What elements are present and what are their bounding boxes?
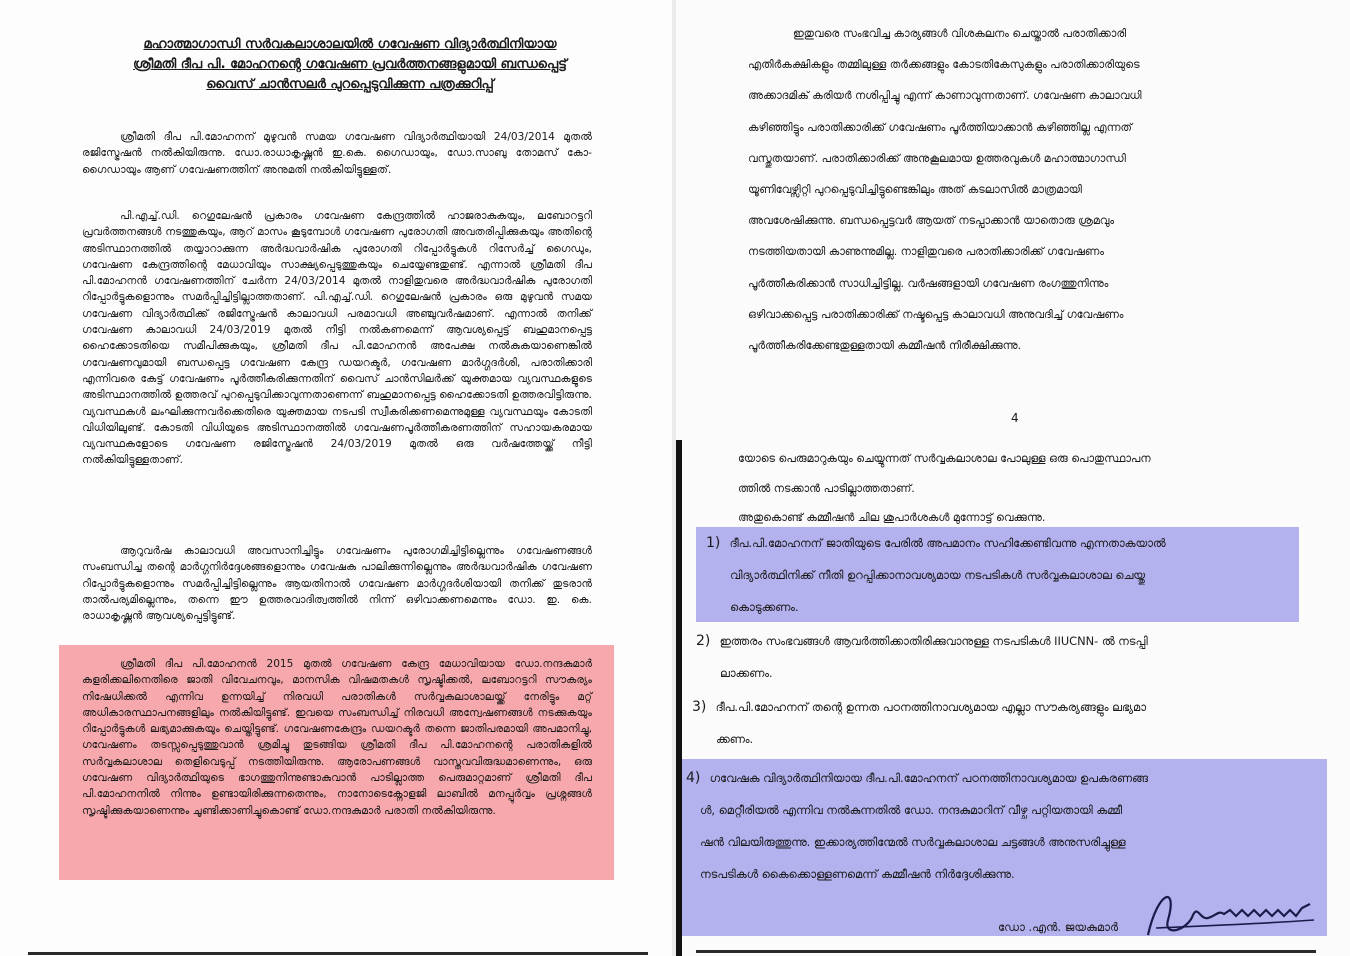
page-number: 4 [1011,411,1019,425]
press-release-title [70,35,630,95]
observation-line: എതിർകക്ഷികളും തമ്മിലുള്ള തർക്കങ്ങളും കോടതികേസുകളും പരാതിക്കാരിയുടെ [748,58,1140,72]
title-line-1: മഹാത്മാഗാന്ധി സർവകലാശാലയിൽ ഗവേഷണ വിദ്യാർത്ഥിനിയായ [143,37,557,52]
observation-line: പൂർത്തീകരിക്കാൻ സാധിച്ചിട്ടില്ല. വർഷങ്ങളായി ഗവേഷണ രംഗത്തുനിന്നും [748,276,1109,290]
handwritten-signature [1138,880,1318,944]
recommendation-text: ഇത്തരം സംഭവങ്ങൾ ആവർത്തിക്കാതിരിക്കുവാനുള്ള നടപടികൾ IIUCNN- ൽ നടപ്പി [719,634,1148,648]
recommendation-text: ഷൻ വിലയിരുത്തുന്നു. ഇക്കാര്യത്തിന്മേൽ സർവ്വകലാശാല ചട്ടങ്ങൾ അനുസരിച്ചുള്ള [700,835,1126,849]
page-bottom-rule [696,950,1316,953]
observation-line: അക്കാദമിക് കരിയർ നശിപ്പിച്ചു എന്ന് കാണാവുന്നതാണ്. ഗവേഷണ കാലാവധി [748,89,1142,103]
recommendation-number: 2) [696,633,711,649]
right-document-page [676,0,1350,956]
observation-line: യൂണിവേഴ്സിറ്റി പുറപ്പെടുവിച്ചിട്ടുണ്ടെങ്കിലും അത് കടലാസിൽ മാത്രമായി [748,183,1082,197]
paragraph-registration: ശ്രീമതി ദീപ പി.മോഹനന് മുഴുവൻ സമയ ഗവേഷണ വിദ്യാർത്ഥിയായി 24/03/2014 മുതൽ രജിസ്ട്രേഷൻ നൽകിയിരുന്നു. ഡോ.രാധാകൃഷ്ണൻ ഇ.കെ. ഗൈഡായും, ഡോ.സാബു തോമസ് കോ-ഗൈഡായും ആണ് ഗവേഷണത്തിന് അനുമതി നൽകിയിട്ടുള്ളത്. [82,131,592,176]
recommendation-2 [696,625,1306,689]
page-edge-bar [676,440,682,956]
recommendation-number: 1) [706,535,721,551]
observation-line: നടത്തിയതായി കാണുന്നുമില്ല. നാളിതുവരെ പരാതിക്കാരിക്ക് ഗവേഷണം [748,245,1104,259]
recommendation-4 [686,762,1306,890]
continuation-line: യോടെ പെരുമാറുകയും ചെയ്യുന്നത് സർവ്വകലാശാല പോലുള്ള ഒരു പൊതുസ്ഥാപന [738,452,1151,465]
observation-line: ഇതുവരെ സംഭവിച്ച കാര്യങ്ങൾ വിശകലനം ചെയ്താൽ പരാതിക്കാരി [793,27,1127,40]
recommendations-intro: അതുകൊണ്ട് കമ്മീഷൻ ചില ശുപാർശകൾ മുന്നോട്ട് വെക്കുന്നു. [738,511,1046,524]
continuation-text [738,444,1298,504]
observation-line: അവശേഷിക്കുന്നു. ബന്ധപ്പെട്ടവർ ആയത് നടപ്പാക്കാൻ യാതൊരു ശ്രമവും [748,214,1115,228]
recommendation-text: നടപടികൾ കൈക്കൊള്ളണമെന്ന് കമ്മീഷൻ നിർദ്ദേശിക്കുന്നു. [700,867,1015,881]
left-document-page [0,0,672,956]
observation-line: കഴിഞ്ഞിട്ടും പരാതിക്കാരിക്ക് ഗവേഷണം പൂർത്തിയാക്കാൻ കഴിഞ്ഞില്ല എന്നത് [748,120,1132,134]
recommendation-number: 3) [692,699,707,715]
recommendation-text: വിദ്യാർത്ഥിനിക്ക് നീതി ഉറപ്പിക്കാനാവശ്യമായ നടപടികൾ സർവ്വകലാശാല ചെയ്തു [730,568,1145,582]
recommendation-text: കൊടുക്കണം. [730,600,799,614]
recommendation-1 [706,527,1306,623]
recommendation-text: ഗവേഷക വിദ്യാർത്ഥിനിയായ ദീപ.പി.മോഹനന് പഠനത്തിനാവശ്യമായ ഉപകരണങ്ങ [709,771,1148,785]
title-line-3: വൈസ് ചാൻസലർ പുറപ്പെടുവിക്കുന്ന പത്രക്കുറിപ്പ് [206,77,494,92]
commission-observation [748,18,1308,361]
recommendation-text: ദീപ.പി.മോഹനന് ജാതിയുടെ പേരിൽ അപമാനം സഹിക്കേണ്ടിവന്നു എന്നതാകയാൽ [729,536,1166,550]
recommendation-3 [692,691,1306,755]
title-line-2: ശ്രീമതി ദീപ പി. മോഹനന്റെ ഗവേഷണ പ്രവർത്തനങ്ങളുമായി ബന്ധപ്പെട്ട് [133,57,567,72]
recommendation-number: 4) [686,770,701,786]
page-bottom-rule [28,952,648,955]
paragraph-regulation: പി.എച്ച്.ഡി. റെഗുലേഷൻ പ്രകാരം ഗവേഷണ കേന്ദ്രത്തിൽ ഹാജരാകുകയും, ലബോറട്ടറി പ്രവർത്തനങ്ങൾ നടത്തുകയും, ആറ് മാസം കൂടുമ്പോൾ ഗവേഷണ പുരോഗതി അവതരിപ്പിക്കുകയും അതിന്റെ അടിസ്ഥാനത്തിൽ തയ്യാറാക്കുന്ന അർദ്ധവാർഷിക പുരോഗതി റിപ്പോർട്ടുകൾ റിസേർച്ച് ഗൈഡും, ഗവേഷണ കേന്ദ്രത്തിന്റെ മേധാവിയും സാക്ഷ്യപ്പെടുത്തുകയും ചെയ്യേണ്ടതുണ്ട്. എന്നാൽ ശ്രീമതി ദീപ പി.മോഹനൻ ഗവേഷണത്തിന് ചേർന്ന 24/03/2014 മുതൽ നാളിതുവരെ അർദ്ധവാർഷിക പുരോഗതി റിപ്പോർട്ടുകളൊന്നും സമർപ്പിച്ചിട്ടില്ലാത്തതാണ്. പി.എച്ച്.ഡി. റെഗുലേഷൻ പ്രകാരം ഒരു മുഴുവൻ സമയ ഗവേഷണ വിദ്യാർത്ഥിക്ക് രജിസ്ട്രേഷൻ കാലാവധി പരമാവധി അഞ്ചുവർഷമാണ്. എന്നാൽ തനിക്ക് ഗവേഷണ കാലാവധി 24/03/2019 മുതൽ നീട്ടി നൽകണമെന്ന് ആവശ്യപ്പെട്ട് ബഹുമാനപ്പെട്ട ഹൈക്കോടതിയെ സമീപിക്കുകയും, ശ്രീമതി ദീപ പി.മോഹനൻ അപേക്ഷ നൽകുകയാണെങ്കിൽ ഗവേഷണവുമായി ബന്ധപ്പെട്ട ഗവേഷണ കേന്ദ്ര ഡയറക്ടർ, ഗവേഷണ മാർഗ്ഗദർശി, പരാതിക്കാരി എന്നിവരെ കേട്ട് ഗവേഷണം പൂർത്തീകരിക്കുന്നതിന് വൈസ് ചാൻസിലർക്ക് യുക്തമായ വ്യവസ്ഥകളുടെ അടിസ്ഥാനത്തിൽ ഉത്തരവ് പുറപ്പെടുവിക്കാവുന്നതാണെന്ന് ബഹുമാനപ്പെട്ട ഹൈക്കോടതി ഉത്തരവിട്ടിരുന്നു. വ്യവസ്ഥകൾ ലംഘിക്കുന്നവർക്കെതിരെ യുക്തമായ നടപടി സ്വീകരിക്കണമെന്നുമുള്ള വ്യവസ്ഥയും കോടതി വിധിയിലുണ്ട്. കോടതി വിധിയുടെ അടിസ്ഥാനത്തിൽ ഗവേഷണപൂർത്തീകരണത്തിന് സഹായകരമായ വ്യവസ്ഥകളോടെ ഗവേഷണ രജിസ്ട്രേഷൻ 24/03/2019 മുതൽ ഒരു വർഷത്തേയ്ക്ക് നീട്ടി നൽകിയിട്ടുള്ളതാണ്. [82,210,592,467]
recommendation-text: ക്കണം. [716,732,754,746]
recommendation-text: ദീപ.പി.മോഹനന് തന്റെ ഉന്നത പഠനത്തിനാവശ്യമായ എല്ലാ സൗകര്യങ്ങളും ലഭ്യമാ [715,700,1146,714]
observation-line: ഒഴിവാക്കപ്പെട്ട പരാതിക്കാരിക്ക് നഷ്ടപ്പെട്ട കാലാവധി അനുവദിച്ച് ഗവേഷണം [748,307,1124,321]
signatory-name: ഡോ .എൻ. ജയകുമാർ [998,920,1119,934]
continuation-line: ത്തിൽ നടക്കാൻ പാടില്ലാത്തതാണ്. [738,482,915,495]
paragraph-complaints: ശ്രീമതി ദീപ പി.മോഹനൻ 2015 മുതൽ ഗവേഷണ കേന്ദ്ര മേധാവിയായ ഡോ.നന്ദകുമാർ കളരിക്കലിനെതിരെ ജാതി വിവേചനവും, മാനസിക വിഷമതകൾ സൃഷ്ടിക്കൽ, ലബോറട്ടറി സൗകര്യം നിഷേധിക്കൽ എന്നിവ ഉന്നയിച്ച് നിരവധി പരാതികൾ സർവ്വകലാശാലയ്ക്ക് നേരിട്ടും മറ്റ് അധികാരസ്ഥാപനങ്ങളിലും നൽകിയിട്ടുണ്ട്. ഇവയെ സംബന്ധിച്ച് നിരവധി അന്വേഷണങ്ങൾ നടക്കുകയും റിപ്പോർട്ടുകൾ ലഭ്യമാക്കുകയും ചെയ്തിട്ടുണ്ട്. ഗവേഷണകേന്ദ്രം ഡയറക്ടർ തന്നെ ജാതിപരമായി അപമാനിച്ചു, ഗവേഷണം തടസ്സപ്പെടുത്തുവാൻ ശ്രമിച്ചു തുടങ്ങിയ ശ്രീമതി ദീപ പി.മോഹനന്റെ പരാതികളിൽ സർവ്വകലാശാല തെളിവെടുപ്പ് നടത്തിയിരുന്നു. ആരോപണങ്ങൾ വാസ്തവവിരുദ്ധമാണെന്നും, ഒരു ഗവേഷണ വിദ്യാർത്ഥിയുടെ ഭാഗത്തുനിന്നുണ്ടാകുവാൻ പാടില്ലാത്ത പെരുമാറ്റമാണ് ശ്രീമതി ദീപ പി.മോഹനനിൽ നിന്നും ഉണ്ടായിരിക്കുന്നതെന്നും, നാനോടെക്നോളജി ലാബിൽ മനപ്പൂർവ്വം പ്രശ്നങ്ങൾ സൃഷ്ടിക്കുകയാണെന്നും ചൂണ്ടിക്കാണിച്ചുകൊണ്ട് ഡോ.നന്ദകുമാർ പരാതി നൽകിയിരുന്നു. [82,658,592,817]
recommendation-text: ൾ, മെറ്റീരിയൽ എന്നിവ നൽകുന്നതിൽ ഡോ. നന്ദകുമാറിന് വീഴ്ച പറ്റിയതായി കമ്മീ [700,803,1123,817]
observation-line: വസ്തുതയാണ്. പരാതിക്കാരിക്ക് അനുകൂലമായ ഉത്തരവുകൾ മഹാത്മാഗാന്ധി [748,151,1126,165]
recommendation-text: ലാക്കണം. [720,666,773,680]
paragraph-guide-request: ആറുവർഷ കാലാവധി അവസാനിച്ചിട്ടും ഗവേഷണം പുരോഗമിച്ചിട്ടില്ലെന്നും ഗവേഷണങ്ങൾ സംബന്ധിച്ച തന്റെ മാർഗ്ഗനിർദ്ദേശങ്ങളൊന്നും ഗവേഷക പാലിക്കുന്നില്ലെന്നും അർദ്ധവാർഷിക ഗവേഷണ റിപ്പോർട്ടുകളൊന്നും സമർപ്പിച്ചിട്ടില്ലെന്നും ആയതിനാൽ ഗവേഷണ മാർഗ്ഗദർശിയായി തനിക്ക് തുടരാൻ താൽപര്യമില്ലെന്നും, തന്നെ ഈ ഉത്തരവാദിത്വത്തിൽ നിന്ന് ഒഴിവാക്കണമെന്നും ഡോ. ഇ. കെ. രാധാകൃഷ്ണൻ ആവശ്യപ്പെട്ടിട്ടുണ്ട്. [82,545,592,623]
observation-line: പൂർത്തീകരിക്കേണ്ടതുള്ളതായി കമ്മീഷൻ നിരീക്ഷിക്കുന്നു. [748,339,1022,353]
